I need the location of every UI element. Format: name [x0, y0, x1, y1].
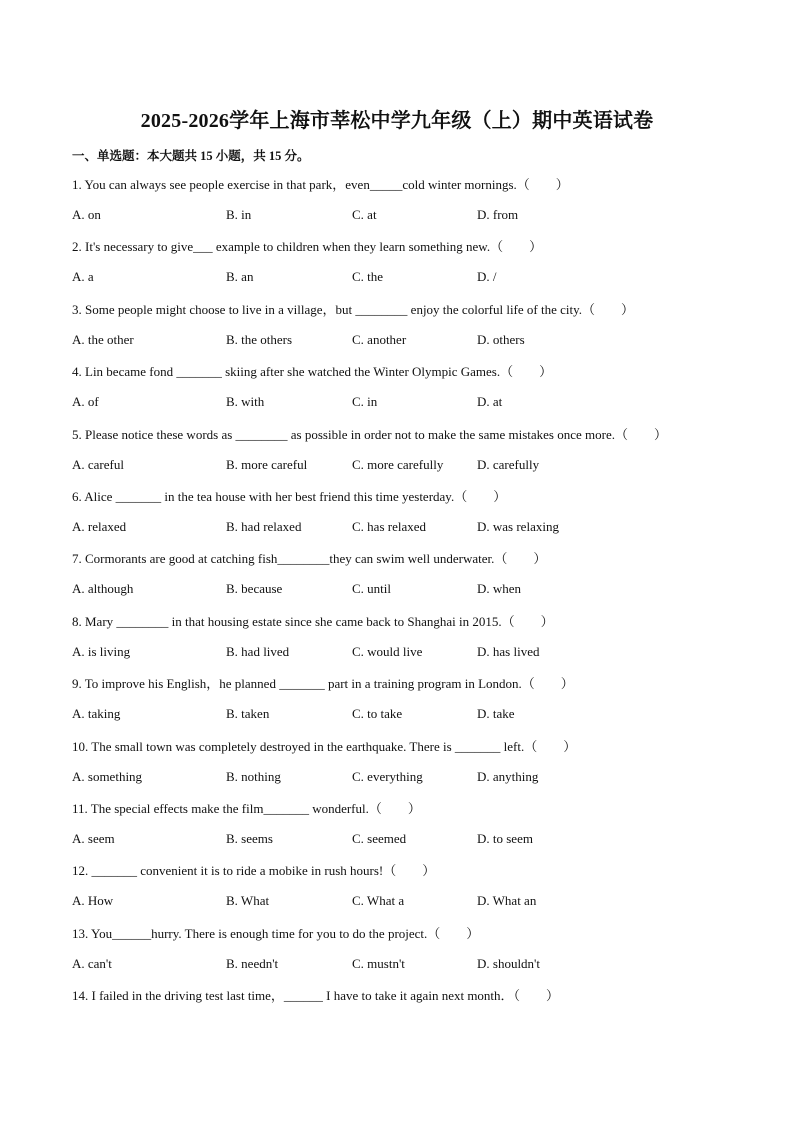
option-a: A. the other — [72, 331, 134, 347]
option-d: D. at — [477, 394, 503, 410]
option-b: B. more careful — [226, 456, 308, 472]
question-6 — [72, 486, 722, 548]
question-9 — [72, 673, 722, 735]
question-stem: 13. You______hurry. There is enough time for you to do the project.（ ） — [72, 925, 480, 941]
option-row — [72, 519, 722, 537]
question-stem: 10. The small town was completely destroyed in the earthquake. There is _______ left.（ ） — [72, 738, 577, 754]
option-b: B. seems — [226, 830, 273, 846]
option-c: C. more carefully — [352, 456, 444, 472]
option-c: C. the — [352, 269, 384, 285]
option-a: A. of — [72, 394, 99, 410]
question-10 — [72, 736, 722, 798]
question-stem: 7. Cormorants are good at catching fish________they can swim well underwater.（ ） — [72, 551, 547, 567]
option-d: D. take — [477, 706, 515, 722]
question-11 — [72, 798, 722, 860]
option-c: C. mustn't — [352, 955, 405, 971]
option-a: A. on — [72, 207, 101, 222]
option-b: B. had lived — [226, 643, 290, 659]
option-row — [72, 457, 722, 475]
option-c: C. to take — [352, 706, 403, 722]
option-d: D. / — [477, 269, 497, 285]
option-c: C. has relaxed — [352, 518, 427, 534]
option-a: A. a — [72, 269, 94, 285]
option-row — [72, 956, 722, 974]
option-b: B. needn't — [226, 955, 279, 971]
question-7 — [72, 548, 722, 610]
question-5 — [72, 424, 722, 486]
question-2 — [72, 236, 722, 298]
option-b: B. taken — [226, 706, 270, 722]
option-b: B. nothing — [226, 768, 281, 784]
option-c: C. at — [352, 207, 377, 222]
question-stem: 5. Please notice these words as ________ as possible in order not to make the same mistakes once more.（ ） — [72, 426, 667, 442]
question-stem: 12. _______ convenient it is to ride a mobike in rush hours!（ ） — [72, 863, 436, 879]
option-d: D. carefully — [477, 456, 540, 472]
question-12 — [72, 860, 722, 922]
option-a: A. relaxed — [72, 518, 127, 534]
option-d: D. from — [477, 207, 519, 222]
option-d: D. was relaxing — [477, 518, 559, 534]
option-a: A. is living — [72, 643, 131, 659]
option-c: C. What a — [352, 893, 405, 909]
option-d: D. has lived — [477, 643, 540, 659]
question-stem: 1. You can always see people exercise in that park，even_____cold winter mornings.（ ） — [72, 177, 569, 192]
option-d: D. others — [477, 331, 525, 347]
option-a: A. although — [72, 581, 134, 597]
option-c: C. seemed — [352, 830, 407, 846]
question-stem: 3. Some people might choose to live in a village，but ________ enjoy the colorful life of the city.（ ） — [72, 301, 635, 317]
option-b: B. an — [226, 269, 254, 285]
question-list — [72, 174, 722, 1047]
option-row — [72, 893, 722, 911]
option-b: B. in — [226, 207, 252, 222]
option-a: A. How — [72, 893, 114, 909]
option-c: C. in — [352, 394, 378, 410]
question-stem: 4. Lin became fond _______ skiing after she watched the Winter Olympic Games.（ ） — [72, 364, 553, 380]
option-a: A. careful — [72, 456, 124, 472]
option-a: A. can't — [72, 955, 112, 971]
option-d: D. to seem — [477, 830, 533, 846]
question-3 — [72, 299, 722, 361]
option-b: B. had relaxed — [226, 518, 302, 534]
option-b: B. with — [226, 394, 265, 410]
question-4 — [72, 361, 722, 423]
option-a: A. taking — [72, 706, 121, 722]
option-c: C. until — [352, 581, 392, 597]
option-b: B. because — [226, 581, 283, 597]
option-c: C. another — [352, 331, 407, 347]
question-stem: 11. The special effects make the film_______ wonderful.（ ） — [72, 800, 421, 816]
option-d: D. What an — [477, 893, 537, 909]
question-stem: 6. Alice _______ in the tea house with her best friend this time yesterday.（ ） — [72, 488, 507, 504]
question-1 — [72, 174, 722, 236]
option-row — [72, 269, 722, 287]
option-a: A. something — [72, 768, 143, 784]
option-c: C. everything — [352, 768, 423, 784]
option-row — [72, 207, 722, 225]
question-8 — [72, 611, 722, 673]
exam-title: 2025-2026学年上海市莘松中学九年级（上）期中英语试卷 — [140, 110, 654, 132]
question-14 — [72, 985, 722, 1047]
question-stem: 8. Mary ________ in that housing estate since she came back to Shanghai in 2015.（ ） — [72, 613, 554, 629]
option-b: B. What — [226, 893, 270, 909]
option-d: D. shouldn't — [477, 955, 541, 971]
section-heading: 一、单选题：本大题共 15 小题，共 15 分。 — [72, 149, 310, 163]
question-stem: 2. It's necessary to give___ example to children when they learn something new.（ ） — [72, 239, 543, 255]
option-b: B. the others — [226, 331, 293, 347]
option-row — [72, 332, 722, 350]
option-row — [72, 581, 722, 599]
question-stem: 9. To improve his English，he planned _______ part in a training program in London.（ ） — [72, 676, 574, 692]
option-row — [72, 644, 722, 662]
option-c: C. would live — [352, 643, 423, 659]
option-row — [72, 831, 722, 849]
question-stem: 14. I failed in the driving test last time，______ I have to take it again next month．（ ） — [72, 988, 560, 1004]
option-d: D. when — [477, 581, 522, 597]
option-row — [72, 394, 722, 412]
option-row — [72, 769, 722, 787]
option-a: A. seem — [72, 830, 115, 846]
option-d: D. anything — [477, 768, 539, 784]
question-13 — [72, 923, 722, 985]
option-row — [72, 706, 722, 724]
